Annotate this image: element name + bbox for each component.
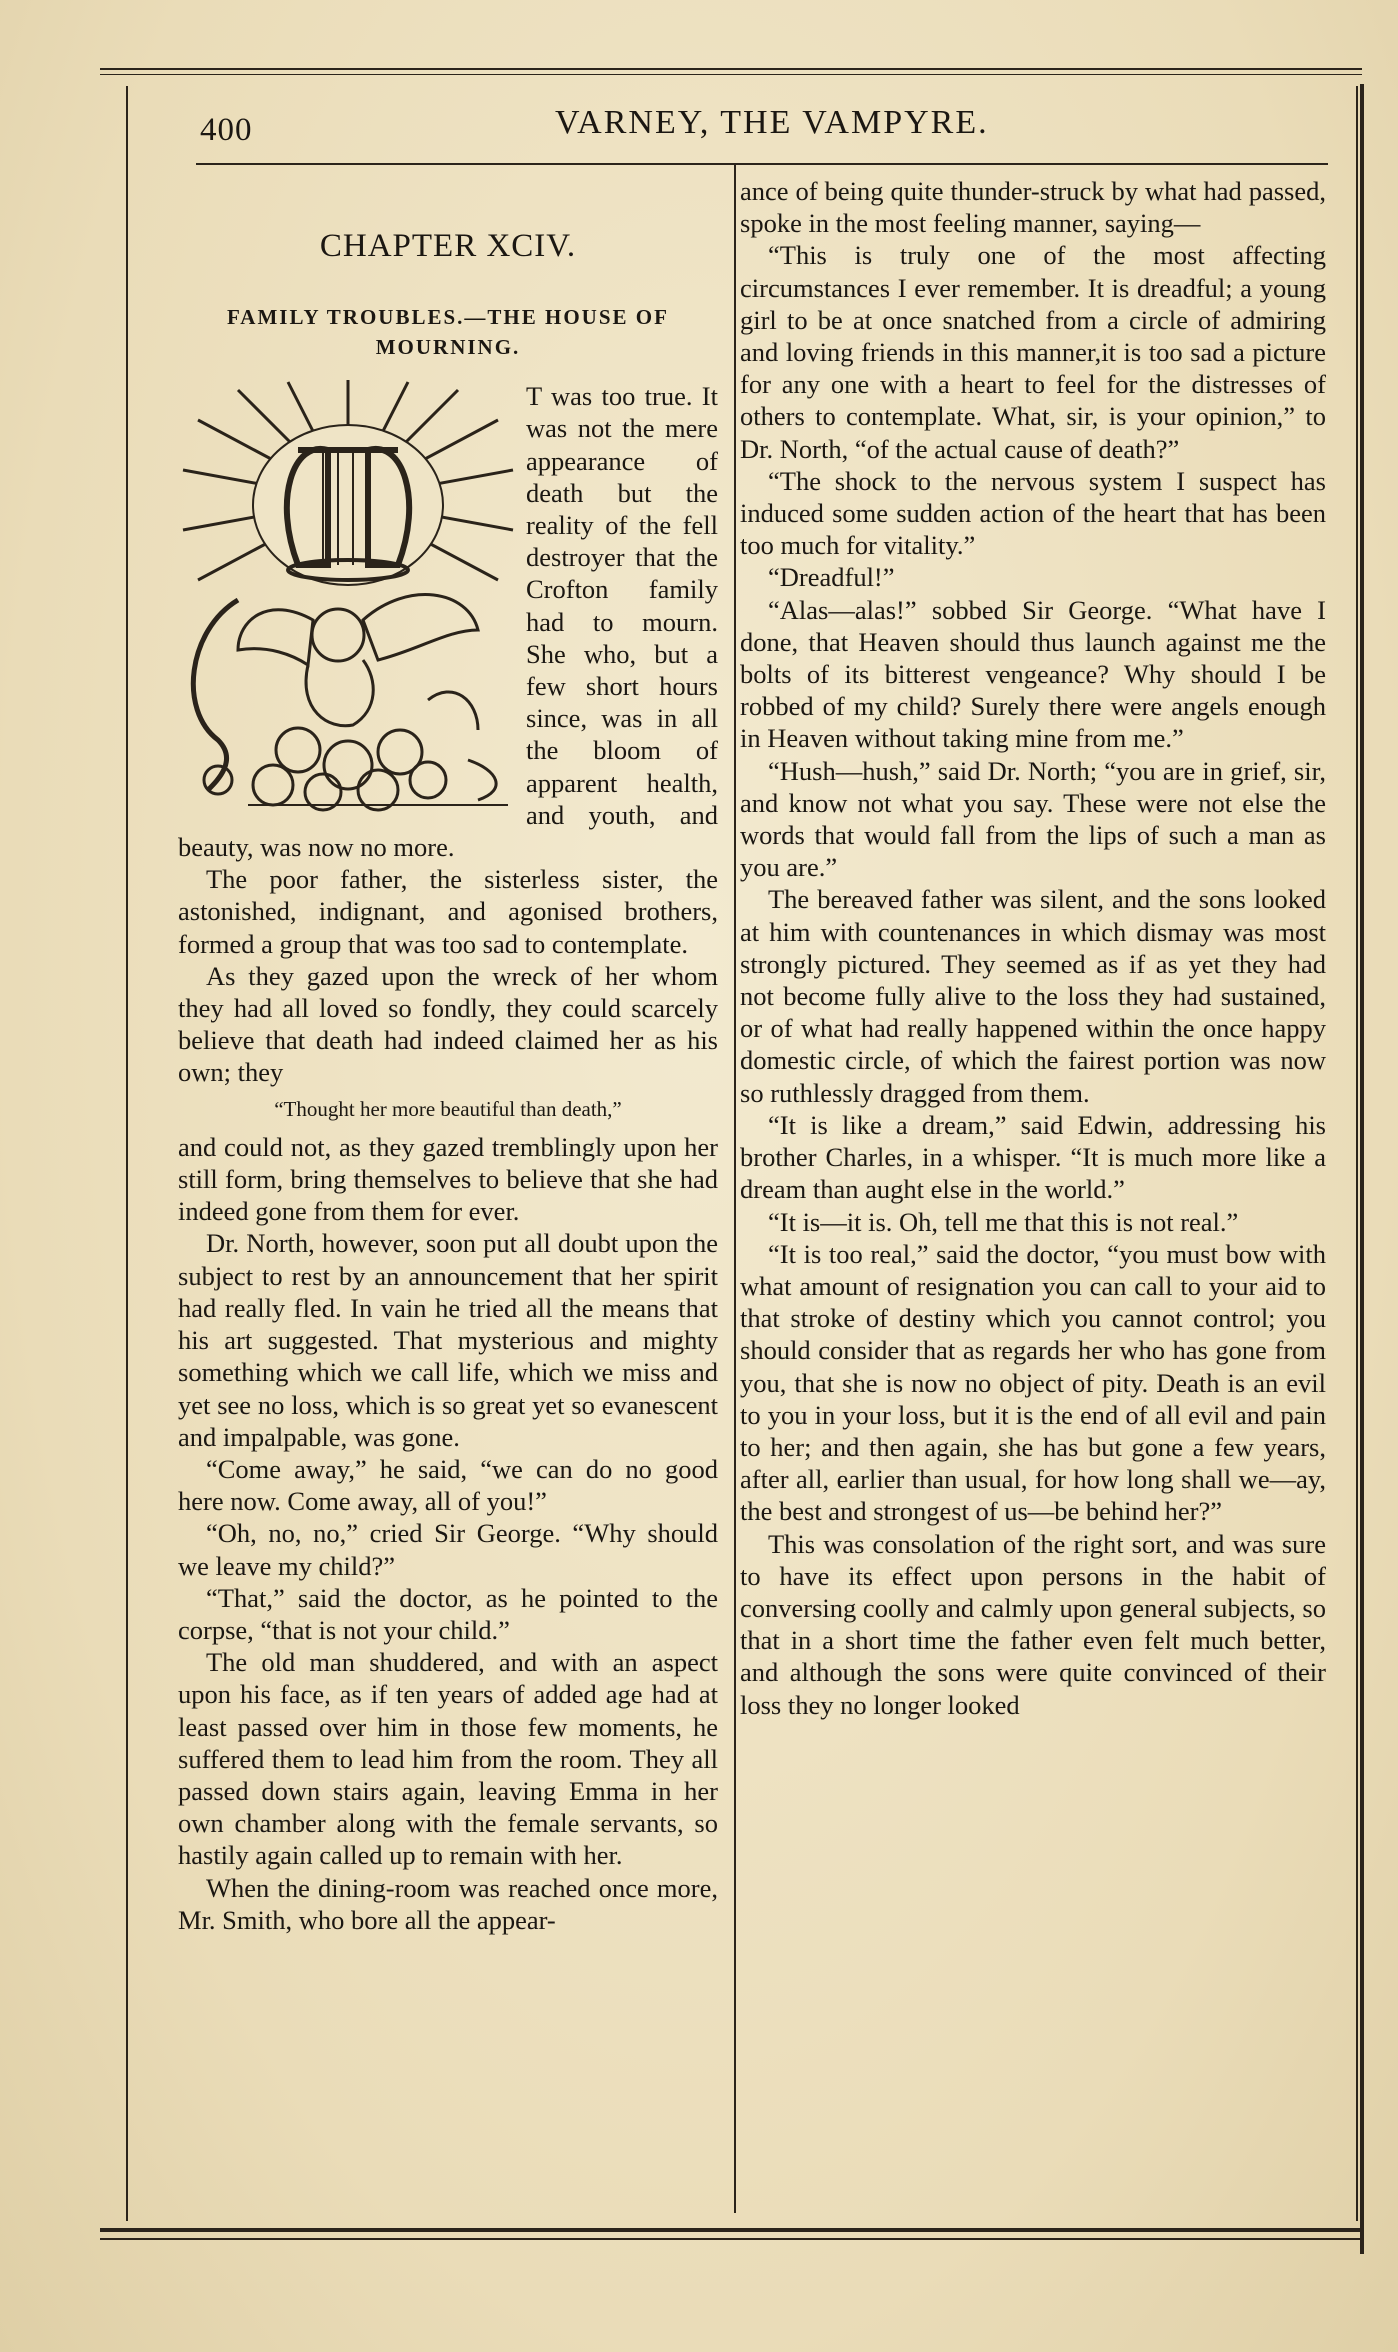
verse-quote: “Thought her more beautiful than death,” — [274, 1096, 622, 1121]
paragraph: “Come away,” he said, “we can do no good here now. Come away, all of you!” — [178, 1453, 718, 1517]
paragraph: “This is truly one of the most affecting circumstances I ever remember. It is dreadful; a young girl to be at once snatched from a circle of admiring and loving friends in this manner,it is too sad a picture for any one with a heart to feel for the distresses of others to contemplate. What, sir, is your opinion,” to Dr. North, “of the actual cause of death?” — [740, 240, 1326, 464]
paragraph: As they gazed upon the wreck of her whom they had all loved so fondly, they could scarcely believe that death had indeed claimed her as his own; they — [178, 960, 718, 1088]
paragraph: “It is—it is. Oh, tell me that this is not real.” — [768, 1206, 1239, 1237]
page-number: 400 — [200, 112, 253, 148]
paragraph: This was consolation of the right sort, and was sure to have its effect upon persons in the habit of conversing coolly and calmly upon general subjects, so that in a short time the father even felt much better, and although the sons were quite convinced of their loss they no longer looked — [740, 1528, 1326, 1720]
paragraph: The old man shuddered, and with an aspect upon his face, as if ten years of added age had at least passed over him in those few moments, he suffered them to lead him from the room. They all passed down stairs again, leaving Emma in her own chamber along with the female servants, so hastily again called up to remain with her. — [178, 1647, 718, 1871]
top-rule — [100, 68, 1362, 70]
paragraph: “That,” said the doctor, as he pointed to the corpse, “that is not your child.” — [178, 1582, 718, 1645]
paragraph: Dr. North, however, soon put all doubt upon the subject to rest by an announcement that her spirit had really fled. In vain he tried all the means that his art suggested. That mysterious and mighty something which we call life, which we miss and yet see no loss, which is so great yet so evanescent and impalpable, was gone. — [178, 1228, 718, 1452]
paragraph: “It is like a dream,” said Edwin, addressing his brother Charles, in a whisper. “It is much more like a dream than aught else in the world.” — [740, 1109, 1326, 1205]
header-rule — [196, 163, 1328, 165]
right-column — [740, 175, 1326, 1721]
paragraph: “Oh, no, no,” cried Sir George. “Why should we leave my child?” — [178, 1518, 718, 1581]
paragraph: “Dreadful!” — [768, 562, 895, 593]
bottom-rule-thin — [100, 2238, 1362, 2240]
paragraph: The bereaved father was silent, and the sons looked at him with countenances in which dismay was most strongly pictured. They seemed as if as yet they had not become fully alive to the loss they had sustained, or of what had really happened within the once happy domestic circle, of which the fairest portion was now so ruthlessly dragged from them. — [740, 884, 1326, 1108]
lyre-cherub-woodcut-icon — [178, 380, 518, 815]
column-divider — [734, 163, 736, 2213]
paragraph: “It is too real,” said the doctor, “you must bow with what amount of resignation you can call to your aid to that stroke of destiny which you cannot control; you should consider that as regards her who has gone from you, that she is now no object of pity. Death is an evil to you in your loss, but it is the end of all evil and pain to her; and then again, she has but gone a few years, after all, earlier than usual, for how long shall we—ay, the best and strongest of us—be behind her?” — [740, 1238, 1326, 1527]
paragraph: The poor father, the sisterless sister, the astonished, indignant, and agonised brothers, formed a group that was too sad to contemplate. — [178, 864, 718, 959]
running-title: VARNEY, THE VAMPYRE. — [555, 104, 989, 141]
chapter-title: CHAPTER XCIV. — [319, 228, 577, 264]
chapter-subtitle: FAMILY TROUBLES.—THE HOUSE OF MOURNING. — [227, 305, 669, 360]
paragraph: When the dining-room was reached once more, Mr. Smith, who bore all the appear- — [178, 1872, 718, 1935]
paragraph: and could not, as they gazed tremblingly upon her still form, bring themselves to believe that she had indeed gone from them for ever. — [178, 1131, 718, 1227]
paragraph: ance of being quite thunder-struck by what had passed, spoke in the most feeling manner, saying— — [740, 176, 1326, 239]
paragraph: “The shock to the nervous system I suspect has induced some sudden action of the heart that has been too much for vitality.” — [740, 465, 1326, 561]
top-rule-thin — [100, 74, 1362, 75]
bottom-rule — [100, 2228, 1362, 2232]
frame-right-edge — [1360, 84, 1364, 2254]
paragraph: “Hush—hush,” said Dr. North; “you are in grief, sir, and know not what you say. These were not else the words that would fall from the lips of such a man as you are.” — [740, 755, 1326, 883]
paragraph: “Alas—alas!” sobbed Sir George. “What have I done, that Heaven should thus launch against me the bolts of its bitterest vengeance? Why should I be robbed of my child? Surely there were angels enough in Heaven without taking mine from me.” — [740, 594, 1326, 754]
paragraph: T was too true. It was not the mere appearance of death but the reality of the fell destroyer that the Crofton family had to mourn. She who, but a few short hours since, was in all the bloom of apparent health, and youth, and beauty, was now no more. — [178, 381, 718, 863]
left-column — [178, 230, 718, 1936]
